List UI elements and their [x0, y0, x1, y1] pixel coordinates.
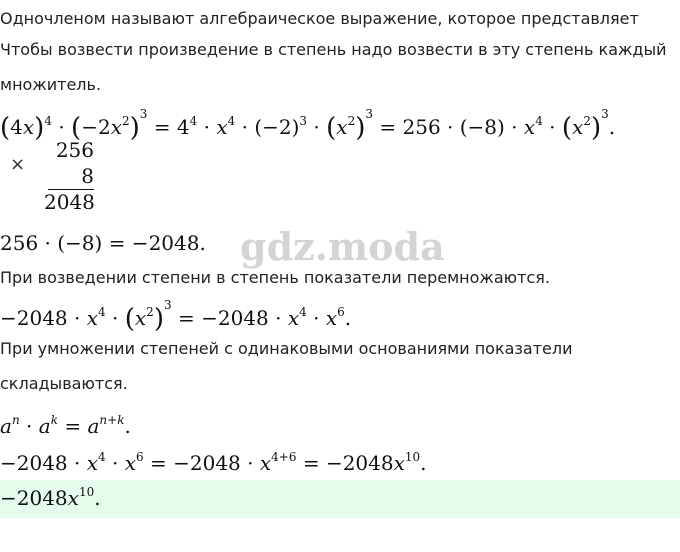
multiply-sign: × [10, 154, 26, 175]
rule-text-line1: Чтобы возвести произведение в степень надо возвести в эту степень каждый [0, 40, 667, 59]
final-answer: $-2048x^{10}$. [0, 485, 101, 510]
definition-text: Одночленом называют алгебраическое выражение, которое представляет [0, 9, 639, 28]
answer-highlight [0, 480, 680, 518]
formula-power-of-power: $-2048 \cdot x^4 \cdot (x^2)^3 = -2048 \cdot x^4 \cdot x^6$. [0, 298, 352, 334]
same-base-rule-line2: складываются. [0, 374, 128, 393]
formula-expand-power: $(4x)^4 \cdot (-2x^2)^3 = 4^4 \cdot x^4 \cdot (-2)^3 \cdot (x^2)^3 = 256 \cdot (-8) \cdot x^4 \cdot (x^2)^3$. [0, 107, 616, 143]
multiplicand: 256 [55, 138, 94, 162]
product: 2048 [44, 190, 95, 214]
same-base-rule-line1: При умножении степеней с одинаковыми основаниями показатели [0, 339, 573, 358]
rule-text-line2: множитель. [0, 75, 102, 94]
formula-product: 256 · (−8) = −2048. [0, 231, 206, 255]
formula-same-base: $a^n \cdot a^k = a^{n+k}$. [0, 413, 131, 438]
power-of-power-rule: При возведении степени в степень показатели перемножаются. [0, 268, 550, 287]
watermark-logo: gdz.moda [240, 224, 445, 269]
formula-combine-exponents: $-2048 \cdot x^4 \cdot x^6 = -2048 \cdot x^{4+6} = -2048x^{10}$. [0, 450, 427, 475]
multiplier: 8 [81, 164, 94, 188]
